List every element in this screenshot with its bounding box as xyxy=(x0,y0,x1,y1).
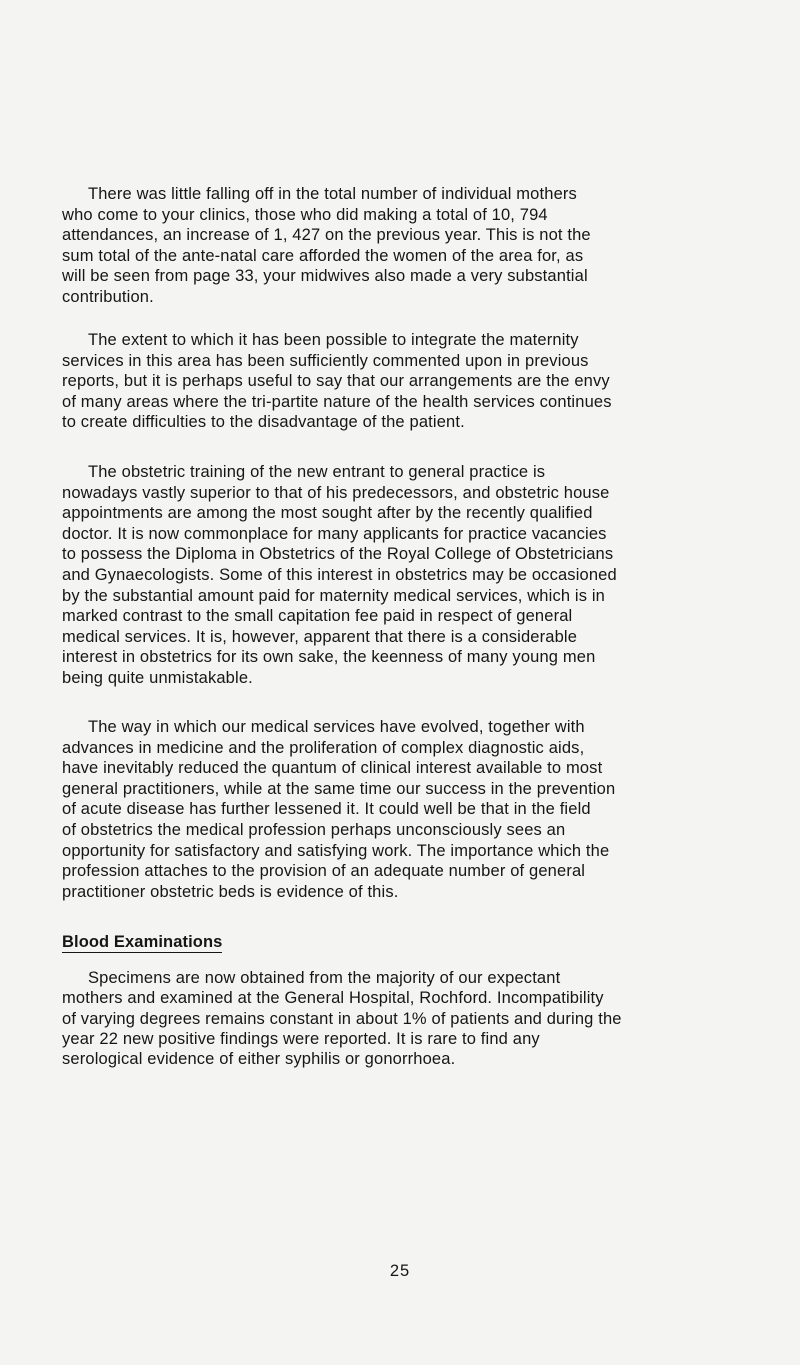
paragraph-obstetric-training xyxy=(62,462,797,689)
text-line: The obstetric training of the new entrant to general practice is xyxy=(88,463,546,481)
text-line: medical services. It is, however, apparent that there is a considerable xyxy=(62,627,578,646)
text-line: serological evidence of either syphilis or gonorrhoea. xyxy=(62,1050,456,1069)
paragraph-maternity-integration xyxy=(62,330,797,433)
text-line: The way in which our medical services have evolved, together with xyxy=(88,718,585,736)
text-line: Specimens are now obtained from the majority of our expectant xyxy=(88,969,561,987)
text-line: year 22 new positive findings were reported. It is rare to find any xyxy=(62,1029,540,1048)
text-line: attendances, an increase of 1, 427 on the previous year. This is not the xyxy=(62,226,591,245)
text-line: of obstetrics the medical profession perhaps unconsciously sees an xyxy=(62,820,566,839)
text-line: appointments are among the most sought after by the recently qualified xyxy=(62,504,593,523)
text-line: by the substantial amount paid for maternity medical services, which is in xyxy=(62,586,606,605)
paragraph-clinic-attendances xyxy=(62,184,797,308)
text-line: There was little falling off in the total number of individual mothers xyxy=(88,185,577,203)
text-line: contribution. xyxy=(62,287,154,306)
text-line: to possess the Diploma in Obstetrics of the Royal College of Obstetricians xyxy=(62,545,614,564)
text-line: doctor. It is now commonplace for many applicants for practice vacancies xyxy=(62,524,607,543)
text-line: of acute disease has further lessened it. It could well be that in the field xyxy=(62,800,591,819)
text-line: services in this area has been sufficiently commented upon in previous xyxy=(62,351,589,370)
paragraph-blood-examinations xyxy=(62,968,797,1069)
text-line: and Gynaecologists. Some of this interest in obstetrics may be occasioned xyxy=(62,565,617,584)
text-line: to create difficulties to the disadvantage of the patient. xyxy=(62,413,465,432)
text-line: profession attaches to the provision of an adequate number of general xyxy=(62,862,586,881)
text-line: advances in medicine and the proliferation of complex diagnostic aids, xyxy=(62,738,585,757)
page-number: 25 xyxy=(389,1262,411,1280)
text-line: marked contrast to the small capitation fee paid in respect of general xyxy=(62,607,573,626)
text-line: nowadays vastly superior to that of his predecessors, and obstetric house xyxy=(62,483,610,502)
text-line: of varying degrees remains constant in about 1% of patients and during the xyxy=(62,1009,622,1028)
text-line: have inevitably reduced the quantum of clinical interest available to most xyxy=(62,759,603,778)
text-line: opportunity for satisfactory and satisfying work. The importance which the xyxy=(62,841,610,860)
text-line: who come to your clinics, those who did making a total of 10, 794 xyxy=(62,205,548,224)
text-line: being quite unmistakable. xyxy=(62,668,253,687)
text-line: mothers and examined at the General Hospital, Rochford. Incompatibility xyxy=(62,989,604,1008)
paragraph-medical-services-evolution xyxy=(62,717,797,902)
text-line: reports, but it is perhaps useful to say that our arrangements are the envy xyxy=(62,372,610,391)
text-line: practitioner obstetric beds is evidence of this. xyxy=(62,882,399,901)
text-line: The extent to which it has been possible to integrate the maternity xyxy=(88,331,579,349)
text-line: sum total of the ante-natal care afforded the women of the area for, as xyxy=(62,246,584,265)
text-line: of many areas where the tri-partite nature of the health services continues xyxy=(62,392,612,411)
text-line: general practitioners, while at the same time our success in the prevention xyxy=(62,779,616,798)
text-line: interest in obstetrics for its own sake, the keenness of many young men xyxy=(62,648,596,667)
section-heading-blood-examinations: Blood Examinations xyxy=(62,933,223,951)
text-line: will be seen from page 33, your midwives also made a very substantial xyxy=(62,267,588,286)
